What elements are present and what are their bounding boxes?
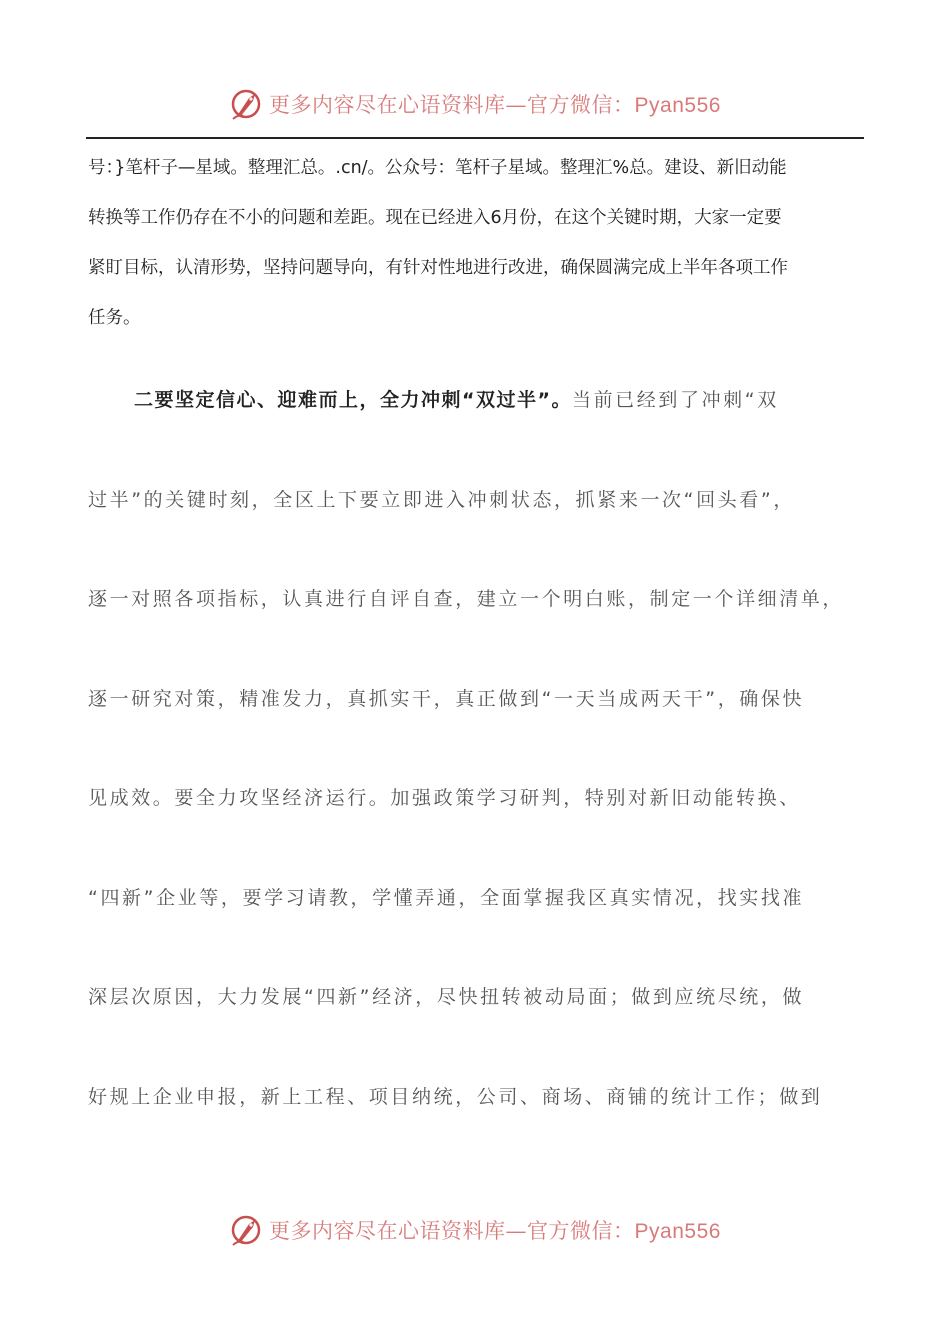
text-line: 转换等工作仍存在不小的问题和差距。现在已经进入6月份，在这个关键时期，大家一定要 <box>88 208 782 228</box>
text-line: 见成效。要全力攻坚经济运行。加强政策学习研判，特别对新旧动能转换、 <box>88 787 801 809</box>
text-line: 逐一研究对策，精准发力，真抓实干，真正做到“一天当成两天干”，确保快 <box>88 687 805 710</box>
text-line: 好规上企业申报，新上工程、项目纳统，公司、商场、商铺的统计工作；做到 <box>88 1085 823 1108</box>
paragraph-1 <box>88 143 878 343</box>
banner-text: 更多内容尽在心语资料库—官方微信：Pyan556 <box>269 1219 721 1243</box>
text-line: “四新”企业等，要学习请教，学懂弄通，全面掌握我区真实情况，找实找准 <box>88 886 805 909</box>
paragraph-lead-heading: 二要坚定信心、迎难而上，全力冲刺“双过半”。 <box>134 389 572 411</box>
header-banner <box>0 84 950 124</box>
wechat-id: Pyan556 <box>634 94 721 117</box>
pen-nib-circle-icon <box>229 86 265 122</box>
text-line: 号：}笔杆子—星域。整理汇总。.cn/。公众号：笔杆子星域。整理汇%总。建设、新旧动能 <box>88 158 787 178</box>
text-line: 任务。 <box>88 308 141 328</box>
header-rule <box>86 137 864 139</box>
text-line: 过半”的关键时刻，全区上下要立即进入冲刺状态，抓紧来一次“回头看”， <box>88 488 795 511</box>
wechat-id: Pyan556 <box>634 1220 721 1243</box>
footer-banner <box>0 1210 950 1250</box>
text-line: 逐一对照各项指标，认真进行自评自查，建立一个明白账，制定一个详细清单， <box>88 588 845 610</box>
banner-text: 更多内容尽在心语资料库—官方微信：Pyan556 <box>269 93 721 117</box>
text-line-rest: 当前已经到了冲刺“双 <box>571 389 779 411</box>
text-line-first <box>88 351 878 451</box>
paragraph-2 <box>88 351 878 1147</box>
text-line: 紧盯目标，认清形势，坚持问题导向，有针对性地进行改进，确保圆满完成上半年各项工作 <box>88 258 788 278</box>
pen-nib-circle-icon <box>229 1212 265 1248</box>
text-line: 深层次原因，大力发展“四新”经济，尽快扭转被动局面；做到应统尽统，做 <box>88 986 805 1008</box>
